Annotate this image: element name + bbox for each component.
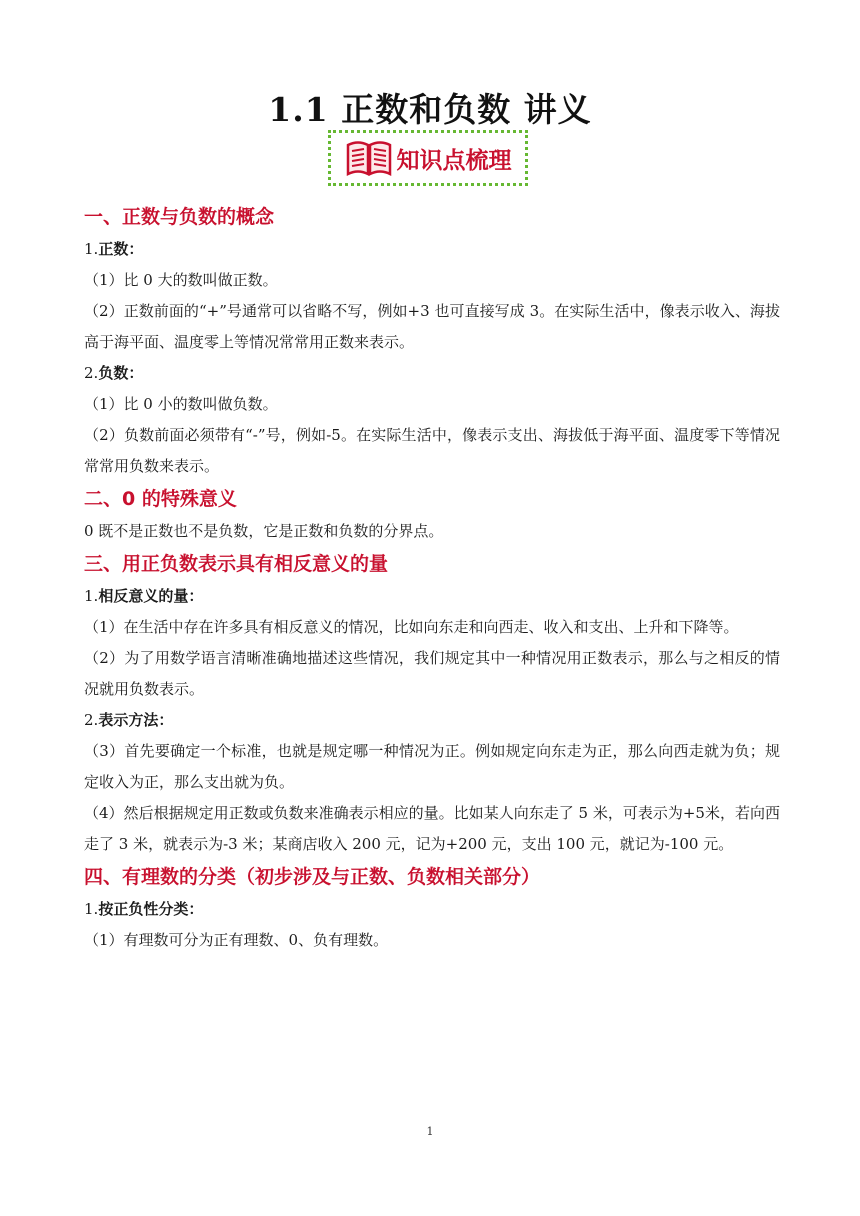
section-heading: 一、正数与负数的概念 [84, 206, 275, 228]
section-heading: 二、0 的特殊意义 [84, 488, 237, 510]
badge-label: 知识点梳理 [396, 147, 512, 174]
knowledge-summary-badge [328, 130, 528, 186]
subsection-heading [84, 894, 780, 925]
paragraph: （3）首先要确定一个标准，也就是规定哪一种情况为正。例如规定向东走为正，那么向西走就为负；规定收入为正，那么支出就为负。 [84, 742, 780, 791]
subsection-number: 1. [84, 587, 99, 605]
document-body [84, 200, 780, 956]
section-heading: 四、有理数的分类（初步涉及与正数、负数相关部分） [84, 866, 541, 888]
subsection-heading [84, 234, 780, 265]
subsection-heading [84, 581, 780, 612]
open-book-icon [345, 139, 393, 177]
paragraph: （2）为了用数学语言清晰准确地描述这些情况，我们规定其中一种情况用正数表示，那么与之相反的情况就用负数表示。 [84, 649, 780, 698]
subsection-label: 按正负性分类： [98, 900, 204, 918]
page-number: 1 [426, 1125, 434, 1138]
paragraph: （1）比 0 大的数叫做正数。 [84, 271, 278, 289]
subsection-label: 正数： [98, 240, 144, 258]
subsection-label: 负数： [98, 364, 144, 382]
subsection-number: 1. [84, 900, 99, 918]
subsection-heading [84, 358, 780, 389]
paragraph: （2）正数前面的“+”号通常可以省略不写，例如+3 也可直接写成 3。在实际生活中，像表示收入、海拔高于海平面、温度零上等情况常常用正数来表示。 [84, 302, 780, 351]
subsection-number: 2. [84, 364, 99, 382]
subsection-heading [84, 705, 780, 736]
paragraph: （4）然后根据规定用正数或负数来准确表示相应的量。比如某人向东走了 5 米，可表示为+5米，若向西走了 3 米，就表示为-3 米；某商店收入 200 元，记为+200 元，支出 100 元，就记为-100 元。 [84, 804, 780, 853]
paragraph: （1）比 0 小的数叫做负数。 [84, 395, 278, 413]
page-title: 1.1 正数和负数 讲义 [268, 90, 592, 129]
paragraph: （1）在生活中存在许多具有相反意义的情况，比如向东走和向西走、收入和支出、上升和下降等。 [84, 618, 739, 636]
section-heading: 三、用正负数表示具有相反意义的量 [84, 553, 389, 575]
subsection-label: 表示方法： [98, 711, 174, 729]
subsection-number: 2. [84, 711, 99, 729]
subsection-label: 相反意义的量： [98, 587, 204, 605]
subsection-number: 1. [84, 240, 99, 258]
paragraph: （2）负数前面必须带有“-”号，例如-5。在实际生活中，像表示支出、海拔低于海平面、温度零下等情况常常用负数来表示。 [84, 426, 780, 475]
paragraph: 0 既不是正数也不是负数，它是正数和负数的分界点。 [84, 522, 444, 540]
paragraph: （1）有理数可分为正有理数、0、负有理数。 [84, 931, 389, 949]
